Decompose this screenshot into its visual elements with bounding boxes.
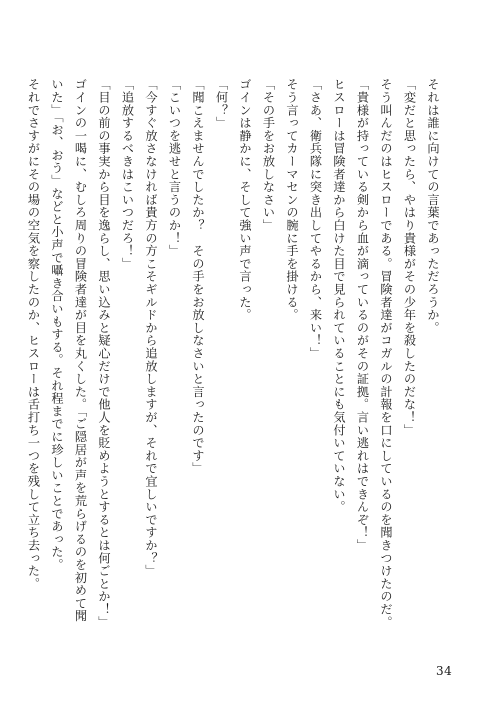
text-line: 「聞こえませんでしたか？ その手をお放しなさいと言ったのです」 xyxy=(191,78,205,475)
text-line: 「変だと思ったら、やはり貴様がその少年を殺したのだな！」 xyxy=(402,78,417,437)
text-line: それでさすがにその場の空気を察したのか、ヒスローは舌打ち一つを残して立ち去った。 xyxy=(26,78,41,590)
text-line: そう言ってカーマセンの腕に手を掛ける。 xyxy=(285,78,299,322)
text-line: 「今すぐ放さなければ貴方の方こそギルドから追放しますが、それで宜しいですか？」 xyxy=(144,78,158,578)
text-line: いた」「お、おう」などと小声で囁き合いもする。それ程までに珍しいことであった。 xyxy=(50,78,64,572)
text-line: 「目の前の事実から目を逸らし、思い込みと疑心だけで他人を貶めようとするとは何ごとか！」 xyxy=(97,78,111,629)
text-line: そう叫んだのはヒスローである。冒険者達がコガルの計報を口にしているのを聞きつけたのだ。 xyxy=(379,78,393,629)
text-line: ゴインの一喝に、むしろ周りの冒険者達が目を丸くした。「ご隠居が声を荒らげるのを初めて聞 xyxy=(73,78,88,623)
text-line: 「さあ、衛兵隊に突き出してやるから、来い！」 xyxy=(308,78,323,360)
text-line: 「何？」 xyxy=(214,78,229,130)
text-line: 「こいつを逃せと言うのか！」 xyxy=(167,78,182,258)
vertical-text-body xyxy=(26,78,444,629)
page-number: 34 xyxy=(436,664,453,678)
text-line: 「追放するべきはこいつだろ！」 xyxy=(120,78,135,270)
text-line: ヒスローは冒険者達から白けた目で見られていることにも気付いていない。 xyxy=(332,78,346,514)
text-line: ゴインは静かに、そして強い声で言った。 xyxy=(238,78,252,322)
text-line: 「その手をお放しなさい」 xyxy=(261,78,276,232)
text-line: 「貴様が持っている剣から血が滴っているのがその証拠。言い逃れはできんぞ！」 xyxy=(355,78,370,552)
text-line: それは誰に向けての言葉であっただろうか。 xyxy=(426,78,440,334)
